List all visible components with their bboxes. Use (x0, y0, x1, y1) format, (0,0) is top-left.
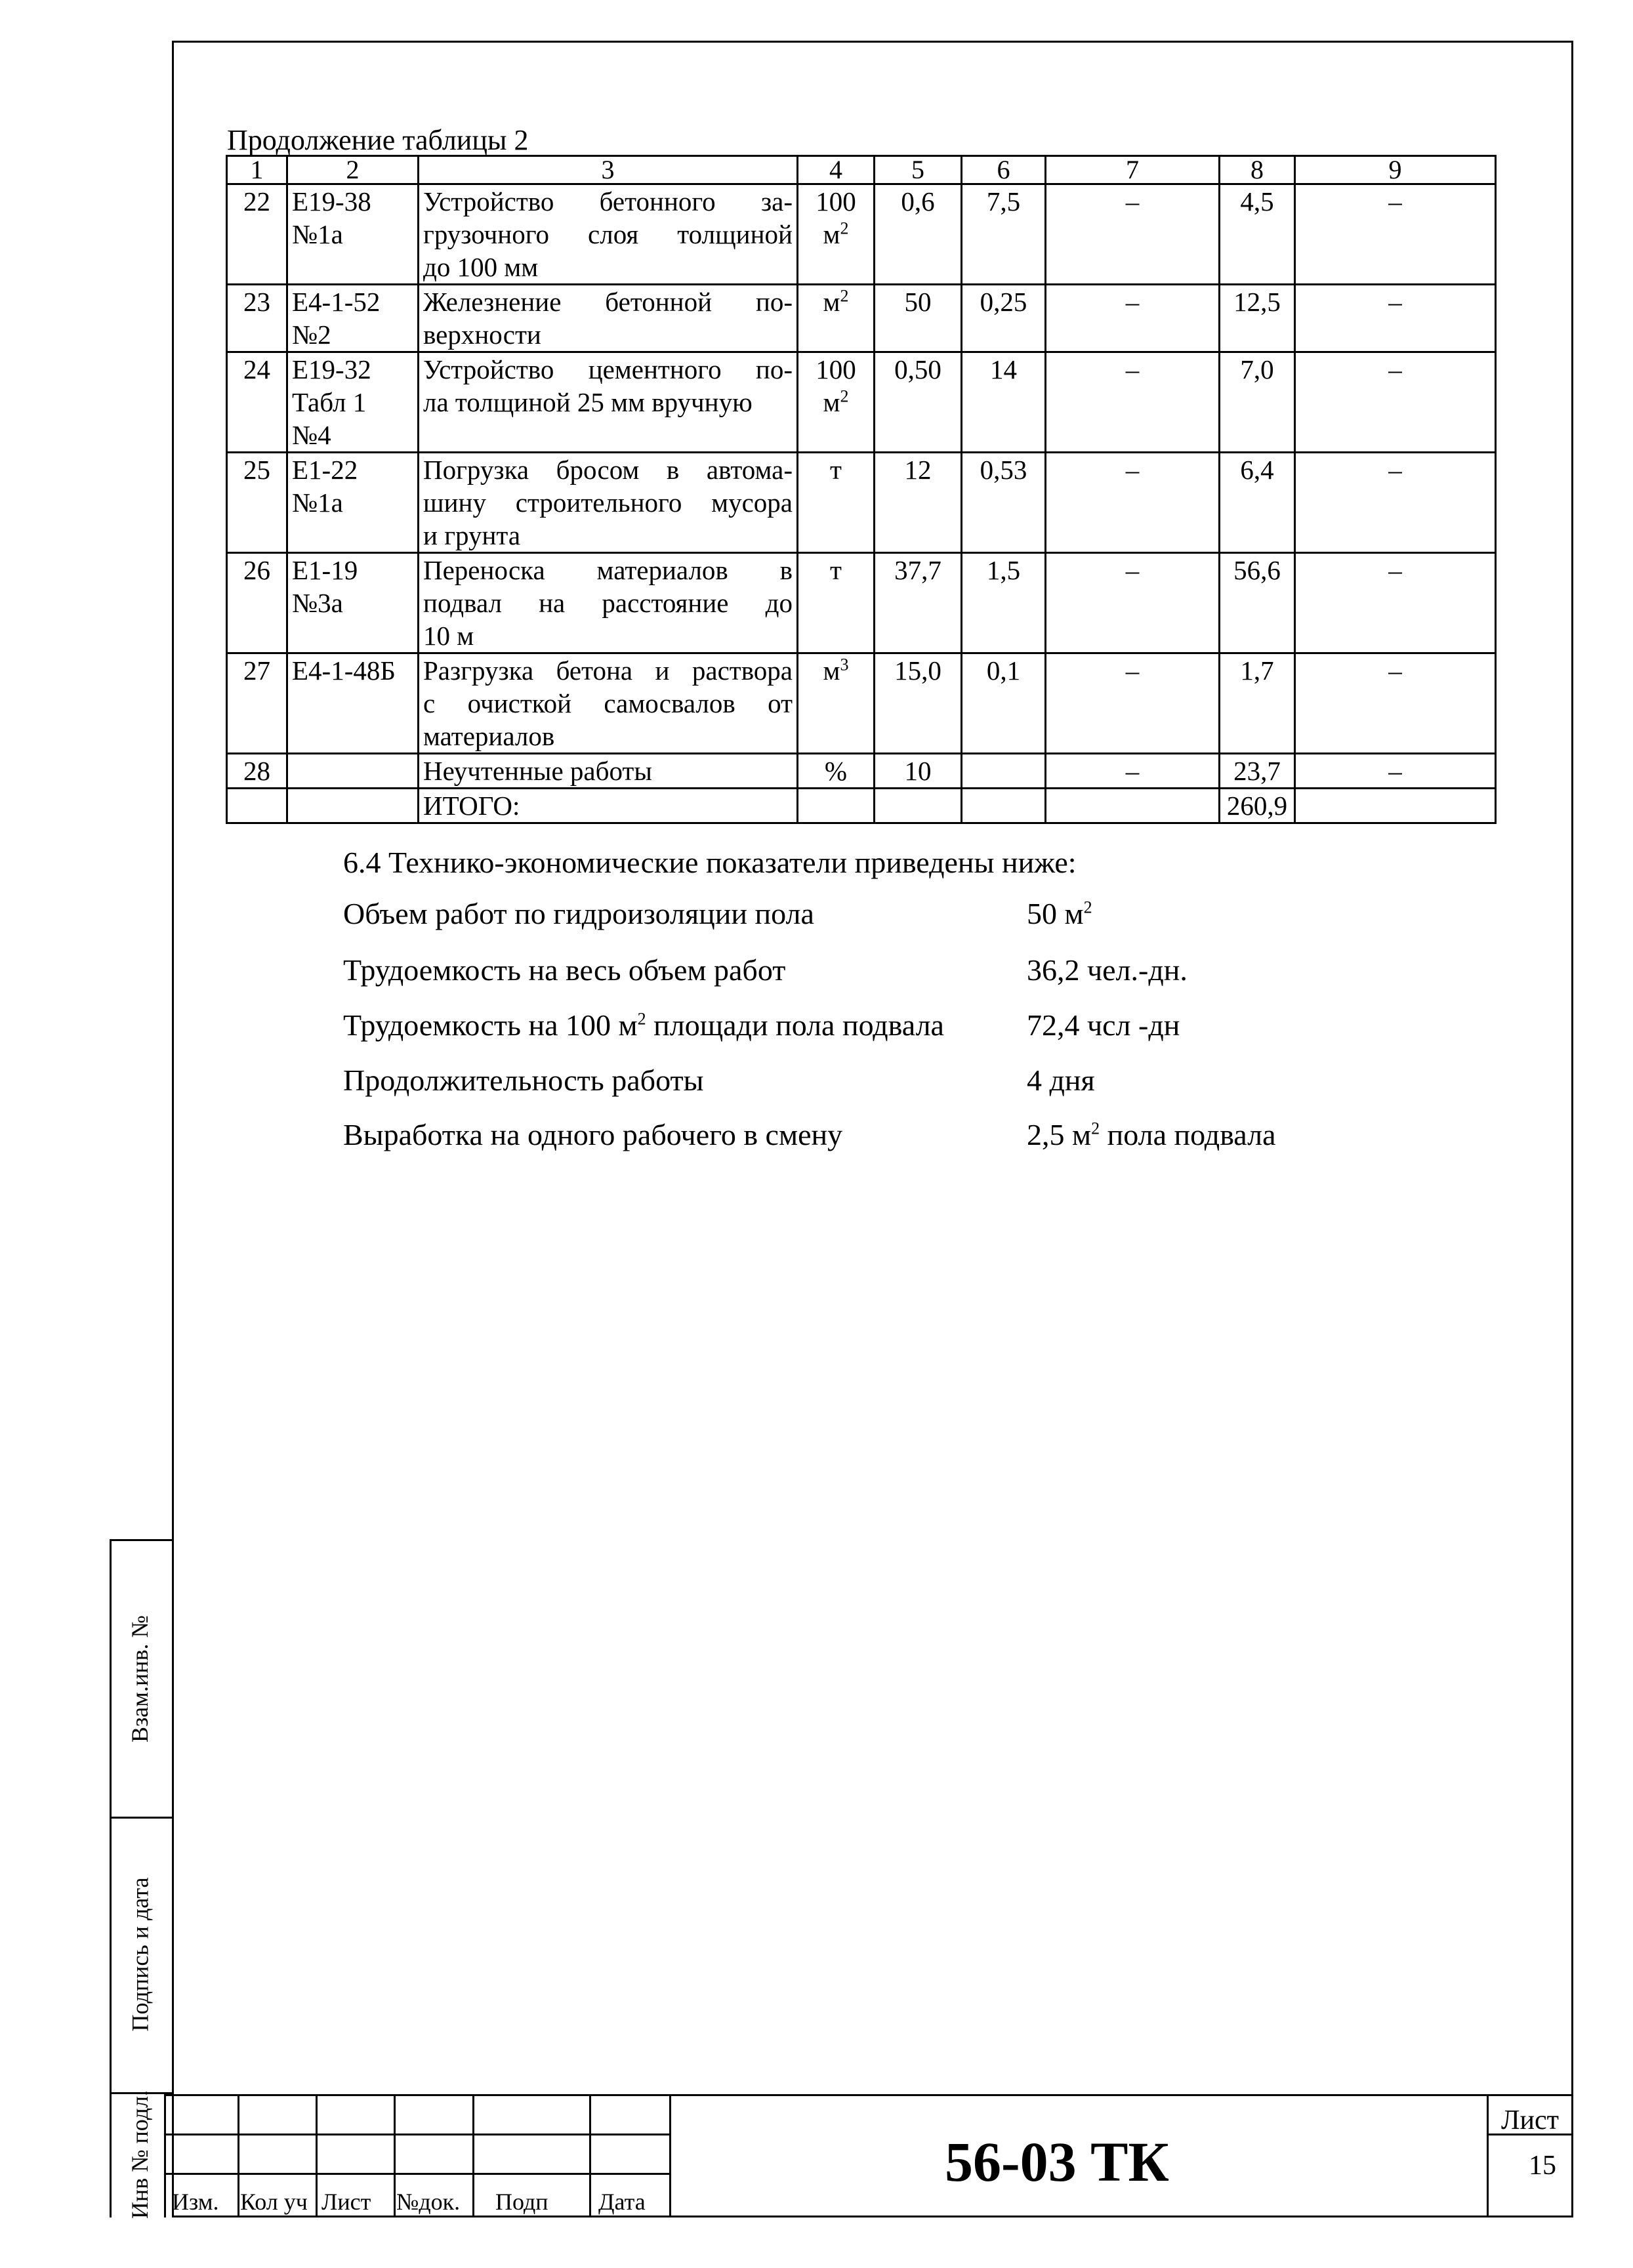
table-row (227, 789, 1496, 823)
cell-c6: 0,25 (962, 285, 1046, 352)
tb-ndok: №док. (396, 2189, 461, 2215)
tb-podp: Подп (495, 2189, 548, 2215)
header-cell: 7 (1046, 156, 1220, 184)
tb-data: Дата (598, 2189, 646, 2215)
cell-number: 23 (227, 285, 287, 352)
cell-code: Е19-32 Табл 1 №4 (287, 352, 419, 453)
header-cell: 8 (1220, 156, 1295, 184)
tep-value: 72,4 чсл -дн (1027, 1008, 1180, 1042)
tep-item (343, 1117, 1276, 1152)
cell-description: Разгрузка бетона и раствора с очисткой самосвалов от материалов (419, 653, 798, 754)
cell-number: 24 (227, 352, 287, 453)
cell-number: 28 (227, 754, 287, 789)
table-row (227, 653, 1496, 754)
tep-item (343, 953, 1188, 987)
side-vzam-inv: Взам.инв. № (127, 1615, 153, 1742)
cell-number: 22 (227, 184, 287, 285)
cell-c6: 0,1 (962, 653, 1046, 754)
cell-c9: – (1295, 653, 1496, 754)
tep-heading: 6.4 Технико-экономические показатели приведены ниже: (343, 846, 1077, 879)
tep-item (343, 896, 1092, 931)
cell-code (287, 754, 419, 789)
cell-c5: 0,6 (875, 184, 962, 285)
header-cell: 2 (287, 156, 419, 184)
sheet-label: Лист (1501, 2105, 1559, 2135)
cell-c5: 15,0 (875, 653, 962, 754)
cell-code: Е4-1-52 №2 (287, 285, 419, 352)
cell-c7: – (1046, 553, 1220, 653)
cell-c6: 7,5 (962, 184, 1046, 285)
works-table (226, 155, 1497, 824)
cell-c8: 4,5 (1220, 184, 1295, 285)
cell-c8: 1,7 (1220, 653, 1295, 754)
cell-c6: 0,53 (962, 453, 1046, 553)
header-cell: 6 (962, 156, 1046, 184)
tep-value: 36,2 чел.-дн. (1027, 953, 1188, 987)
cell-c8: 7,0 (1220, 352, 1295, 453)
cell-description: Устройство бетонного за- грузочного слоя толщиной до 100 мм (419, 184, 798, 285)
cell-unit: $м^3$ (798, 653, 875, 754)
cell-c9: – (1295, 184, 1496, 285)
tep-item (343, 1063, 1095, 1098)
table-row (227, 553, 1496, 653)
tep-label: Трудоемкость на весь объем работ (343, 953, 786, 987)
cell-c6: 14 (962, 352, 1046, 453)
cell-code: Е1-22 №1а (287, 453, 419, 553)
document-code: 56-03 ТК (945, 2130, 1169, 2193)
cell-code: Е4-1-48Б (287, 653, 419, 754)
tep-value: 2,5 $м^2$ пола подвала (1027, 1118, 1276, 1151)
side-signature-date: Подпись и дата (127, 1877, 154, 2032)
sheet-number: 15 (1529, 2151, 1556, 2181)
table-header-row (227, 156, 1496, 184)
side-stamp-strip (110, 1539, 172, 2217)
cell-c8: 23,7 (1220, 754, 1295, 789)
cell-c7: – (1046, 754, 1220, 789)
cell-number: 25 (227, 453, 287, 553)
tep-value: 50 $м^2$ (1027, 897, 1092, 930)
cell-c8: 260,9 (1220, 789, 1295, 823)
cell-c7: – (1046, 352, 1220, 453)
tep-label: Продолжительность работы (343, 1063, 704, 1097)
cell-description: ИТОГО: (419, 789, 798, 823)
side-inv-podl: Инв № подл. (127, 2090, 153, 2219)
tb-izm: Изм. (172, 2189, 219, 2215)
tep-label: Объем работ по гидроизоляции пола (343, 897, 814, 930)
cell-c9: – (1295, 754, 1496, 789)
cell-c6 (962, 754, 1046, 789)
cell-description: Устройство цементного по- ла толщиной 25 мм вручную (419, 352, 798, 453)
cell-c5: 0,50 (875, 352, 962, 453)
cell-unit: 100 $м^2$ (798, 352, 875, 453)
table-row (227, 285, 1496, 352)
cell-description: Переноска материалов в подвал на расстояние до 10 м (419, 553, 798, 653)
cell-c7 (1046, 789, 1220, 823)
tep-label: Трудоемкость на 100 $м^2$ площади пола подвала (343, 1008, 944, 1042)
table-row (227, 754, 1496, 789)
table-row (227, 352, 1496, 453)
tep-label: Выработка на одного рабочего в смену (343, 1118, 843, 1151)
cell-description: Железнение бетонной по- верхности (419, 285, 798, 352)
table-caption: Продолжение таблицы 2 (227, 124, 529, 156)
header-cell: 3 (419, 156, 798, 184)
cell-c9: – (1295, 285, 1496, 352)
tb-kol-uch: Кол уч (240, 2189, 308, 2215)
cell-c5: 10 (875, 754, 962, 789)
cell-c7: – (1046, 453, 1220, 553)
header-cell: 9 (1295, 156, 1496, 184)
cell-description: Неучтенные работы (419, 754, 798, 789)
table-row (227, 184, 1496, 285)
cell-number: 26 (227, 553, 287, 653)
cell-number (227, 789, 287, 823)
header-cell: 1 (227, 156, 287, 184)
cell-number: 27 (227, 653, 287, 754)
cell-c7: – (1046, 184, 1220, 285)
cell-c6: 1,5 (962, 553, 1046, 653)
cell-code (287, 789, 419, 823)
cell-c7: – (1046, 653, 1220, 754)
cell-c6 (962, 789, 1046, 823)
cell-c8: 6,4 (1220, 453, 1295, 553)
cell-c5: 12 (875, 453, 962, 553)
cell-unit: $м^2$ (798, 285, 875, 352)
cell-unit: 100 $м^2$ (798, 184, 875, 285)
cell-code: Е19-38 №1а (287, 184, 419, 285)
cell-c8: 56,6 (1220, 553, 1295, 653)
cell-c9 (1295, 789, 1496, 823)
cell-c7: – (1046, 285, 1220, 352)
table-row (227, 453, 1496, 553)
cell-unit: % (798, 754, 875, 789)
cell-c9: – (1295, 553, 1496, 653)
cell-unit: т (798, 453, 875, 553)
cell-code: Е1-19 №3а (287, 553, 419, 653)
cell-c8: 12,5 (1220, 285, 1295, 352)
header-cell: 4 (798, 156, 875, 184)
cell-c5: 37,7 (875, 553, 962, 653)
tb-list: Лист (321, 2189, 371, 2215)
cell-c5 (875, 789, 962, 823)
tep-item (343, 1008, 1180, 1042)
cell-c5: 50 (875, 285, 962, 352)
header-cell: 5 (875, 156, 962, 184)
cell-unit (798, 789, 875, 823)
cell-c9: – (1295, 453, 1496, 553)
cell-unit: т (798, 553, 875, 653)
cell-c9: – (1295, 352, 1496, 453)
cell-description: Погрузка бросом в автома- шину строительного мусора и грунта (419, 453, 798, 553)
tep-value: 4 дня (1027, 1063, 1095, 1097)
